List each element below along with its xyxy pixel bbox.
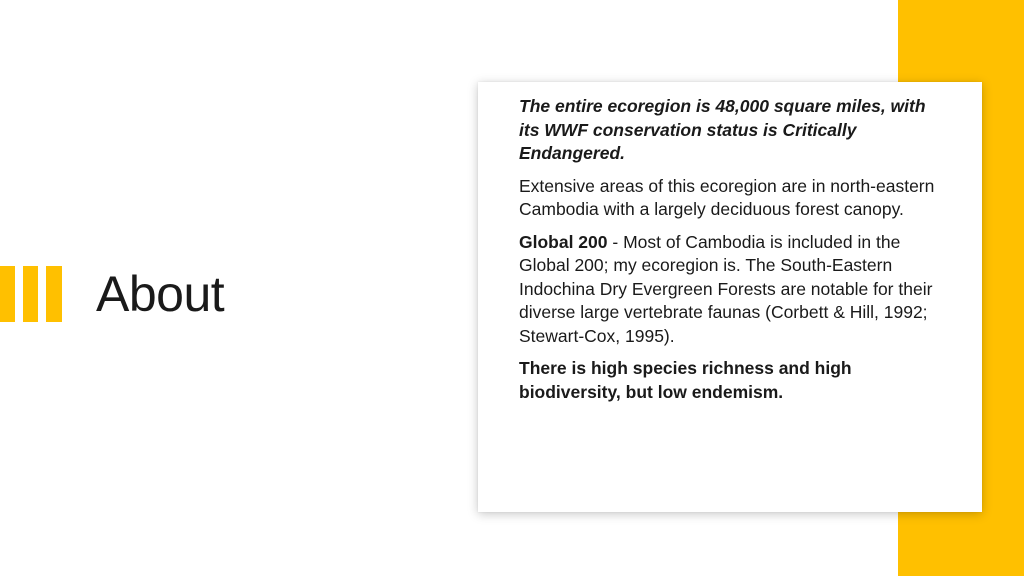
accent-bar xyxy=(23,266,38,322)
global200-text: - Most of Cambodia is included in the Global 200; my ecoregion is. The South-Eastern Indochina Dry Evergreen Forests are notable for their diverse large vertebrate faunas (Corbett & Hill, 1992; Stewart-Cox, 1995). xyxy=(519,231,933,346)
card-body xyxy=(519,95,949,413)
global200-label: Global 200 xyxy=(519,231,608,252)
global200-paragraph xyxy=(519,231,949,349)
content-card xyxy=(478,82,982,512)
cambodia-paragraph: Extensive areas of this ecoregion are in north-eastern Cambodia with a largely deciduous forest canopy. xyxy=(519,175,935,219)
accent-bar xyxy=(46,266,62,322)
title-accent-bars xyxy=(0,266,64,322)
slide-title: About xyxy=(96,266,225,322)
accent-bar xyxy=(0,266,15,322)
intro-paragraph: The entire ecoregion is 48,000 square miles, with its WWF conservation status is Critically Endangered. xyxy=(519,96,926,163)
conclusion-paragraph: There is high species richness and high biodiversity, but low endemism. xyxy=(519,358,852,402)
